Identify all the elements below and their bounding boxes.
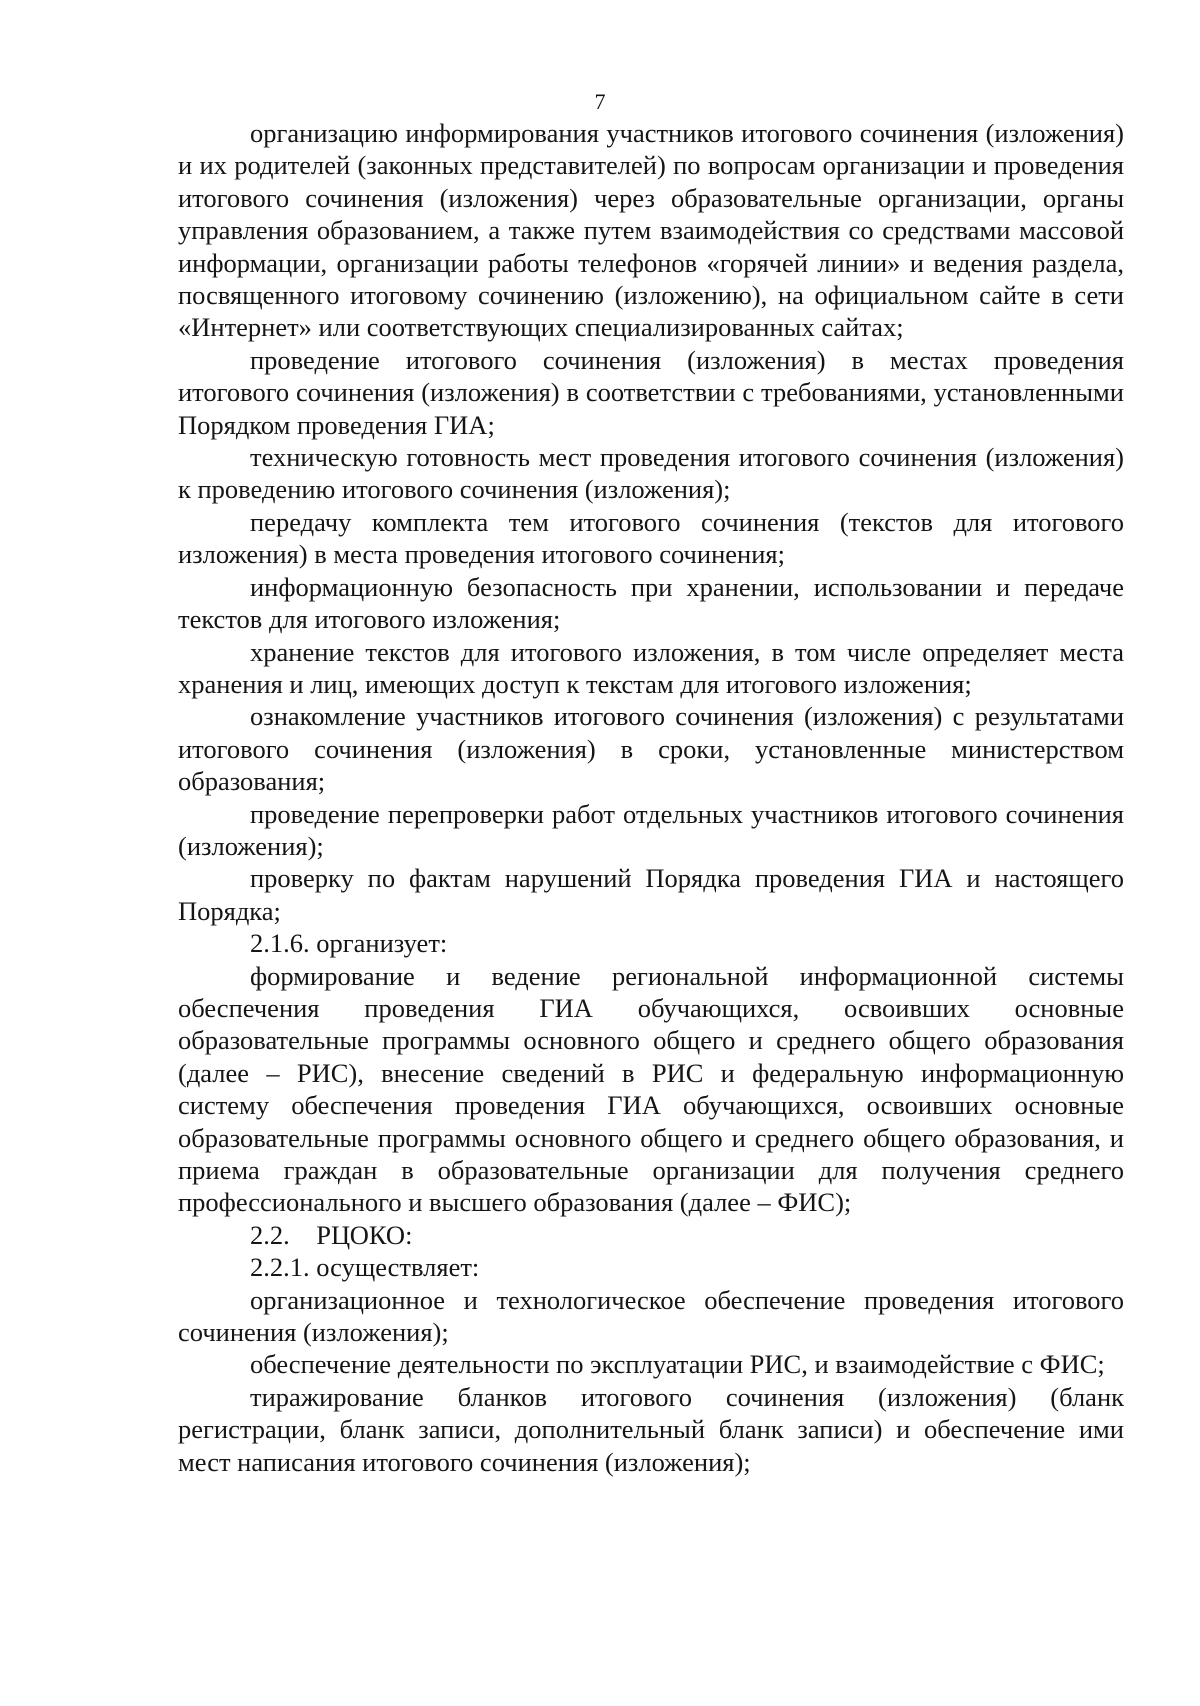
paragraph-recheck: проведение перепроверки работ отдельных участников итогового сочинения (изложения); (178, 798, 1124, 861)
paragraph-results-familiarization: ознакомление участников итогового сочинения (изложения) с результатами итогового сочинения (изложения) в сроки, установленные министерством образования; (178, 701, 1124, 797)
clause-2-2-1: 2.2.1. осуществляет: (250, 1252, 480, 1283)
clause-2-1-6: 2.1.6. организует: (250, 928, 448, 959)
paragraph-violation-check: проверку по фактам нарушений Порядка проведения ГИА и настоящего Порядка; (178, 863, 1124, 926)
paragraph-conducting: проведение итогового сочинения (изложения) в местах проведения итогового сочинения (изложения) в соответствии с требованиями, установленными Порядком проведения ГИА; (178, 344, 1124, 440)
document-body (178, 117, 1124, 1478)
paragraph-form-printing: тиражирование бланков итогового сочинения (изложения) (бланк регистрации, бланк записи, дополнительный бланк записи) и обеспечение ими мест написания итогового сочинения (изложения); (178, 1381, 1124, 1477)
paragraph-ris-formation: формирование и ведение региональной информационной системы обеспечения проведения ГИА обучающихся, освоивших основные образовательные программы основного общего и среднего общего образования (далее – РИС), внесение сведений в РИС и федеральную информационную систему обеспечения проведения ГИА обучающихся, освоивших основные образовательные программы основного общего и среднего общего образования, и приема граждан в образовательные организации для получения среднего профессионального и высшего образования (далее – ФИС); (178, 960, 1124, 1218)
clause-2-2: 2.2. РЦОКО: (250, 1219, 413, 1250)
page-number: 7 (594, 89, 606, 114)
paragraph-topic-transfer: передачу комплекта тем итогового сочинения (текстов для итогового изложения) в места проведения итогового сочинения; (178, 506, 1124, 570)
paragraph-information-security: информационную безопасность при хранении, использовании и передаче текстов для итогового изложения; (178, 571, 1124, 635)
paragraph-ris-operation: обеспечение деятельности по эксплуатации РИС, и взаимодействие с ФИС; (250, 1349, 1105, 1380)
paragraph-informing: организацию информирования участников итогового сочинения (изложения) и их родителей (законных представителей) по вопросам организации и проведения итогового сочинения (изложения) через образовательные организации, органы управления образованием, а также путем взаимодействия со средствами массовой информации, организации работы телефонов «горячей линии» и ведения раздела, посвященного итоговому сочинению (изложению), на официальном сайте в сети «Интернет» или соответствующих специализированных сайтах; (178, 118, 1124, 343)
paragraph-technological-support: организационное и технологическое обеспечение проведения итогового сочинения (изложения); (178, 1284, 1124, 1348)
paragraph-text-storage: хранение текстов для итогового изложения, в том числе определяет места хранения и лиц, имеющих доступ к текстам для итогового изложения; (178, 636, 1124, 699)
paragraph-technical-readiness: техническую готовность мест проведения итогового сочинения (изложения) к проведению итогового сочинения (изложения); (178, 442, 1124, 505)
